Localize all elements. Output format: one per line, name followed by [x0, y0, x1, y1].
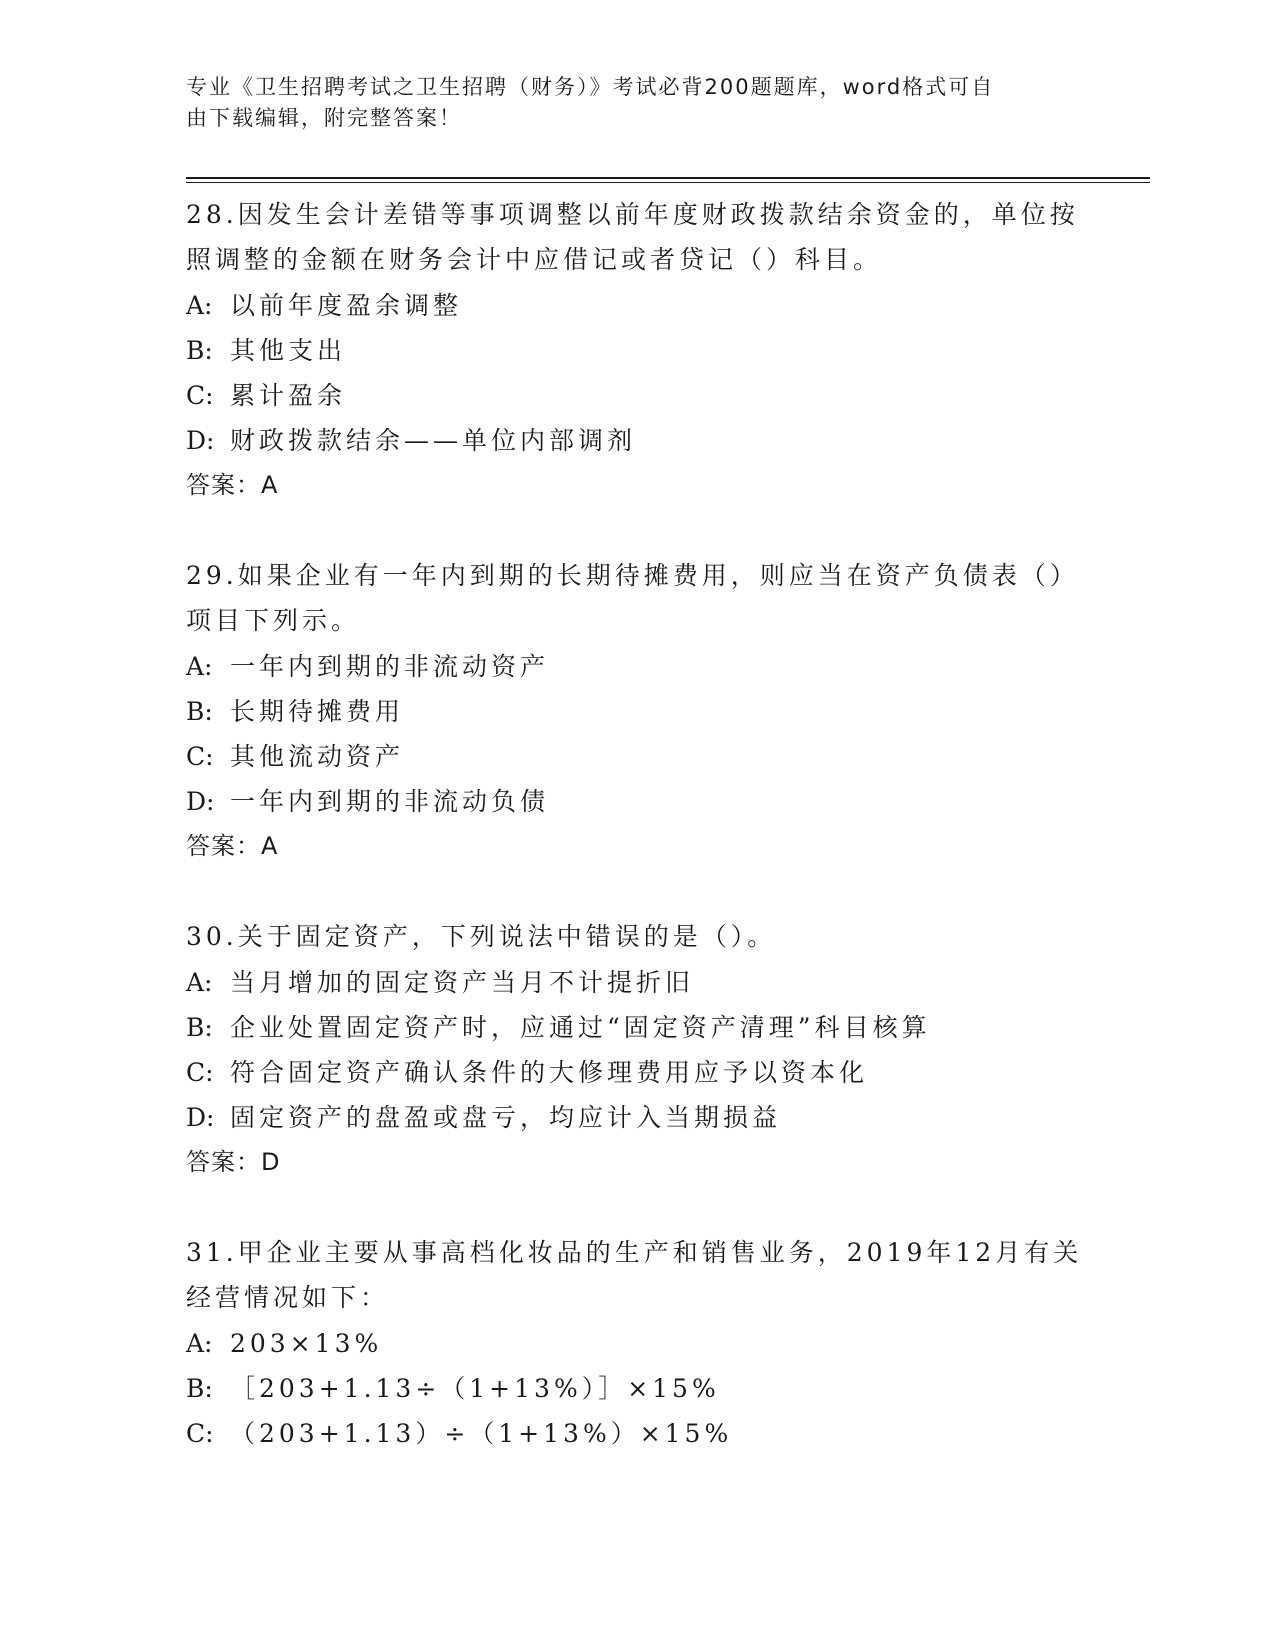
question-list — [186, 192, 1086, 1502]
stem-line: 经营情况如下： — [186, 1283, 390, 1312]
option-a — [186, 644, 1086, 689]
answer-line: 答案：A — [186, 832, 279, 860]
question-29 — [186, 553, 1086, 868]
option-text: 固定资产的盘盈或盘亏，均应计入当期损益 — [230, 1103, 782, 1132]
question-stem — [186, 192, 1086, 282]
option-text: 一年内到期的非流动负债 — [230, 787, 550, 816]
header-line-1: 专业《卫生招聘考试之卫生招聘（财务）》考试必背200题题库，word格式可自 — [186, 75, 995, 99]
option-key: A: — [186, 652, 213, 681]
option-text: 一年内到期的非流动资产 — [230, 652, 550, 681]
option-text: 其他支出 — [230, 336, 347, 365]
option-key: D: — [186, 787, 215, 816]
option-text: 符合固定资产确认条件的大修理费用应予以资本化 — [230, 1058, 869, 1087]
option-text: 203×13% — [230, 1329, 383, 1358]
option-b — [186, 689, 1086, 734]
option-d — [186, 418, 1086, 463]
option-key: A: — [186, 968, 213, 997]
option-a — [186, 960, 1086, 1005]
option-c — [186, 1411, 1086, 1456]
header-divider-thick — [186, 177, 1150, 179]
header-line-2: 由下载编辑，附完整答案！ — [186, 106, 462, 130]
option-key: B: — [186, 697, 213, 726]
option-text: （203+1.13）÷（1+13%）×15% — [230, 1419, 733, 1448]
question-stem — [186, 553, 1086, 643]
answer-line: 答案：D — [186, 1148, 281, 1176]
option-text: ［203+1.13÷（1+13%）］×15% — [230, 1374, 720, 1403]
option-b — [186, 1366, 1086, 1411]
option-text: 以前年度盈余调整 — [230, 291, 463, 320]
option-key: A: — [186, 291, 213, 320]
option-b — [186, 328, 1086, 373]
option-key: D: — [186, 426, 215, 455]
option-a — [186, 283, 1086, 328]
stem-line: 项目下列示。 — [186, 606, 361, 635]
option-key: C: — [186, 742, 214, 771]
option-text: 财政拨款结余——单位内部调剂 — [230, 426, 637, 455]
option-key: C: — [186, 1419, 214, 1448]
stem-line: 30.关于固定资产，下列说法中错误的是（）。 — [186, 922, 777, 951]
option-key: B: — [186, 1374, 213, 1403]
question-31 — [186, 1230, 1086, 1456]
option-key: C: — [186, 381, 214, 410]
option-text: 其他流动资产 — [230, 742, 405, 771]
option-d — [186, 1095, 1086, 1140]
option-key: B: — [186, 336, 213, 365]
stem-line: 29.如果企业有一年内到期的长期待摊费用，则应当在资产负债表（） — [186, 561, 1079, 590]
document-header — [186, 72, 1066, 134]
option-text: 企业处置固定资产时，应通过“固定资产清理”科目核算 — [230, 1013, 931, 1042]
option-key: B: — [186, 1013, 213, 1042]
option-key: A: — [186, 1329, 213, 1358]
option-text: 累计盈余 — [230, 381, 347, 410]
question-stem — [186, 914, 1086, 959]
stem-line: 照调整的金额在财务会计中应借记或者贷记（）科目。 — [186, 245, 883, 274]
option-b — [186, 1005, 1086, 1050]
stem-line: 28.因发生会计差错等事项调整以前年度财政拨款结余资金的，单位按 — [186, 200, 1079, 229]
question-30 — [186, 914, 1086, 1184]
option-key: C: — [186, 1058, 214, 1087]
stem-line: 31.甲企业主要从事高档化妆品的生产和销售业务，2019年12月有关 — [186, 1238, 1083, 1267]
option-c — [186, 734, 1086, 779]
option-a — [186, 1321, 1086, 1366]
answer-line: 答案：A — [186, 471, 279, 499]
option-key: D: — [186, 1103, 215, 1132]
question-28 — [186, 192, 1086, 507]
question-stem — [186, 1230, 1086, 1320]
option-c — [186, 1050, 1086, 1095]
header-divider-thin — [186, 182, 1150, 183]
option-c — [186, 373, 1086, 418]
option-text: 长期待摊费用 — [230, 697, 405, 726]
option-d — [186, 779, 1086, 824]
option-text: 当月增加的固定资产当月不计提折旧 — [230, 968, 695, 997]
